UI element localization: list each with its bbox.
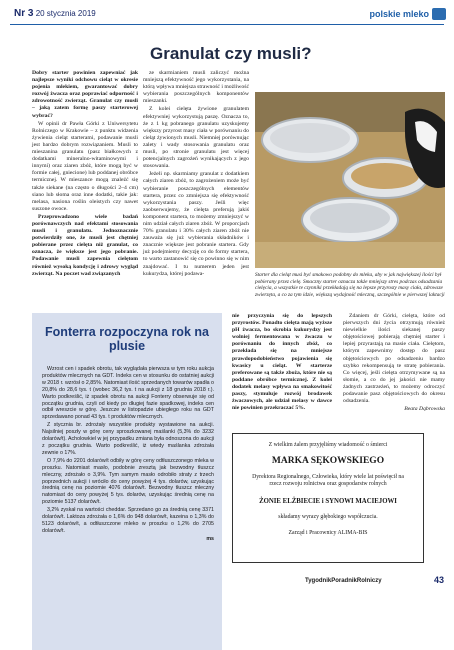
news-box-paragraph: Wzrost cen i spadek obrotu, tak wyglądała pierwsza w tym roku aukcja produktów mlecznych na GDT. Indeks cen w stosunku do ostatniej aukcji w 2018 r. wzrósł o 2,85%. Natomiast ilość sprzedanych towarów spadła o 20,8% do 28,6 tys. t (wobec 36,2 tys. t na aukcji z 18 grudnia 2018 r.). Warto podkreślić, iż spadek obrotu na aukcji Fonterry obserwuje się od początku grudnia, czyli od kiedy po długiej fazie spadkowej, indeks cen odbił wreszcie w górę. Jeszcze w listopadzie ubiegłego roku na GDT sprzedawano ponad 43 tys. t produktów mlecznych. [42,366,214,421]
article-photo [255,92,445,268]
obituary-name: MARKA SĘKOWSKIEGO [271,456,385,466]
news-box [32,313,222,650]
header-divider [10,24,444,25]
page-number: 43 [433,575,444,585]
issue-date: 20 stycznia 2019 [35,9,96,18]
article-paragraph: Przeprowadzono wiele badań porównawczych nad efektami stosowania musli i granulatu. Jednoznacznie potwierdziły one, że musli jest chętniej pobierane przez cielęta niż granulat, co oznacza, że większe jest jego pobranie. Podawanie musli zapewnia cielętom również wysoką kondycję i zdrowy wygląd zwierząt. Na poczet wad związanych [32,213,138,277]
news-box-paragraph: O 7,9% do 2201 dolarów/t odbiły w górę ceny odtłuszczonego mleka w proszku. Natomiast masło, podobnie zresztą jak bezwodny tłuszcz mleczny, zdrożało o 3,9%. Tym samym masło odrobiło straty z trzech poprzednich aukcji i wróciło do ceny powyżej 4 tys. dolarów, uzyskując średnią cenę na poziomie 4076 dolarów/t. Bezwodny tłuszcz mleczny natomiast do ceny powyżej 5 tys. dolarów, uzyskując średnią cenę na poziomie 5137 dolarów/t. [42,457,214,506]
photo-caption: Starter dla cieląt musi być smakowo podobny do mleka, aby w jak największej ilości był pobierany przez cielę. Smaczny starter oznacza także mniejszy stres podczas odsadzania cielęcia, a wszystkie te czynniki przekładają się na lepsze przyrosty masy ciała, zdrowsze zwierzęta, a co za tym idzie, większą wydajność mleczną, szczególnie w pierwszej laktacji [255,272,445,298]
obituary-signature: Zarząd i Pracownicy ALIMA-BIS [288,530,368,536]
article-paragraph: nie przyczynia się do lepszych przyrostów. Ponadto cielęta mają wyższe pH żwacza, bo skrobia kukurydzy jest wolniej fermentowana w żwaczu w porównaniu do innych zbóż, co przekłada się na mniejsze prawdopodobieństwo pojawienia się kwasicy u cieląt. W starterze preferowane są także zboża, które nie są poddane obróbce termicznej. Z kolei dodatek melasy wpływa na smakowitość paszy, stymuluje rozwój brodawek żwaczowych, ale udział melasy w dawce nie powinien przekraczać 5%. [232,313,332,412]
article-column-3 [232,313,332,413]
issue-header [14,8,96,19]
article-paragraph: Zdaniem dr Górki, cielęta, które od pierwszych dni życia otrzymują również niewielkie ilości siekanej paszy objętościowej pobierają chętniej starter i lepiej przyrastają na masie ciała. Cielętom, którym zapewnimy dostęp do pasz objętościowych po odsadzeniu bardzo szybko rekompensują te stratę pobierania. Co więcej, jeśli cielęta otrzymywane są na słomie, a co do jej jakości nie mamy żadnych zastrzeżeń, to możemy odroczyć podawanie pasz objętościowych do okresu odsadzenia. [343,313,445,405]
article-paragraph: Z kolei cielęta żywione granulatem efektywniej wykorzystują paszę. Oznacza to, że z 1 kg pobranego granulatu uzyskujemy większy przyrost masy ciała w porównaniu do cieląt żywionych musli. Niemniej porównując zalety i wady stosowania granulatu oraz musli, po stronie granulatu jest więcej potencjalnych zagrożeń wynikających z jego stosowania. [143,106,249,170]
cow-logo-icon [432,8,446,20]
article-column-4 [343,313,445,413]
news-box-signature: ms [206,535,214,542]
obituary-notice [232,433,424,563]
section-brand-label: polskie mleko [369,9,429,19]
obituary-condolences: składamy wyrazy głębokiego współczucia. [278,514,378,520]
article-title: Granulat czy musli? [150,44,312,63]
article-paragraph: Jeżeli np. skarmiamy granulat z dodatkiem całych ziaren zbóż, to zagrożeniem może być wybieranie poszczególnych elementów startera, przez co zmniejsza się efektywność wykorzystania paszy. Jeśli więc zaobserwujemy, że cielęta preferują jakiś komponent startera, to możemy zmniejszyć w nim udział całych ziaren zbóż. W proporcjach 70% granulatu i 30% całych ziaren zbóż nie zauważa się już wybierania składników i znacznie większe jest pobranie startera. Gdy już podejmiemy decyzję co do formy startera, to warto zastanowić się co powinno się w nim znajdować. I tu numerem jeden jest kukurydza, której podawa- [143,171,249,277]
article-author: Beata Dąbrowska [404,406,445,413]
obituary-family: ŻONIE ELŻBIECIE i SYNOWI MACIEJOWI [259,498,397,505]
news-box-paragraph: Z stycznia br. zdrożały wszystkie produkty wystawione na aukcji. Najsilniej poszły w górę ceny sproszkowanej maślanki (5,3% do 3232 dolarów/t). Acholowkiel w jej przypadku zmiana była odnoszona do aukcji z początku grudnia. Warto podkreślić, iż wtedy maślanka zdrożała zewnie o 17%. [42,422,214,456]
news-box-text [42,366,214,543]
news-box-title: Fonterra rozpoczyna rok na plusie [45,325,209,353]
article-paragraph: W opinii dr Pawła Górki z Uniwersytetu Rolniczego w Krakowie – z punktu widzenia żywienia cieląt starterami, podawanie musli jest bardzo dobrym rozwiązaniem. Musli to mieszanina granulatu (pasz białkowych z dodatkami mineralno-witaminowymi i innymi) oraz ziaren zbóż, które mogą być w formie całej, gniecione) lub poddanej obróbce termicznej. W mieszance mogą znaleźć się także siekane (na często o długości 2–4 cm) siano lub słoma oraz inne dodatki, takie jak: melasa, nasiona roślin oleistych czy nawet suszone owoce. [32,120,138,212]
article-paragraph: ze skarmianiem musli zaliczyć można mniejszą efektywność jego wykorzystania, na którą wpływa mniejsza strawność i możliwość wybierania poszczególnych komponentów mieszanki. [143,70,249,105]
article-column-1 [32,70,138,279]
footer-brand: TygodnikPoradnikRolniczy [305,578,382,584]
news-box-paragraph: 3,2% zyskał na wartości cheddar. Sprzedano go za średnią cenę 3371 dolarów/t. Laktoza zdrożała o 1,6% do 948 dolarów/t, kazeina o 1,3% do 5123 dolarów/t, a odtłuszczone mleko w proszku o 1,2% do 2705 dolarów/t. [42,507,214,534]
obituary-intro: Z wielkim żalem przyjęliśmy wiadomość o śmierci [268,442,388,448]
article-lead: Dobry starter powinien zapewniać jak najlepsze wyniki odchowu cieląt w okresie pojenia mlekiem, gwarantować dobry rozwój żwacza oraz poprawiać odporność i zdrowotność zwierząt. Granulat czy musli – jaką zatem formę paszy starterowej wybrać? [32,70,138,119]
issue-number: Nr 3 [14,8,34,19]
obituary-description: Dyrektora Regionalnego, Człowieka, który wiele lat poświęcił na rzecz rozwoju rolnictwa oraz gospodarstw rolnych [252,474,404,487]
section-brand [369,6,446,22]
article-column-2 [143,70,249,279]
